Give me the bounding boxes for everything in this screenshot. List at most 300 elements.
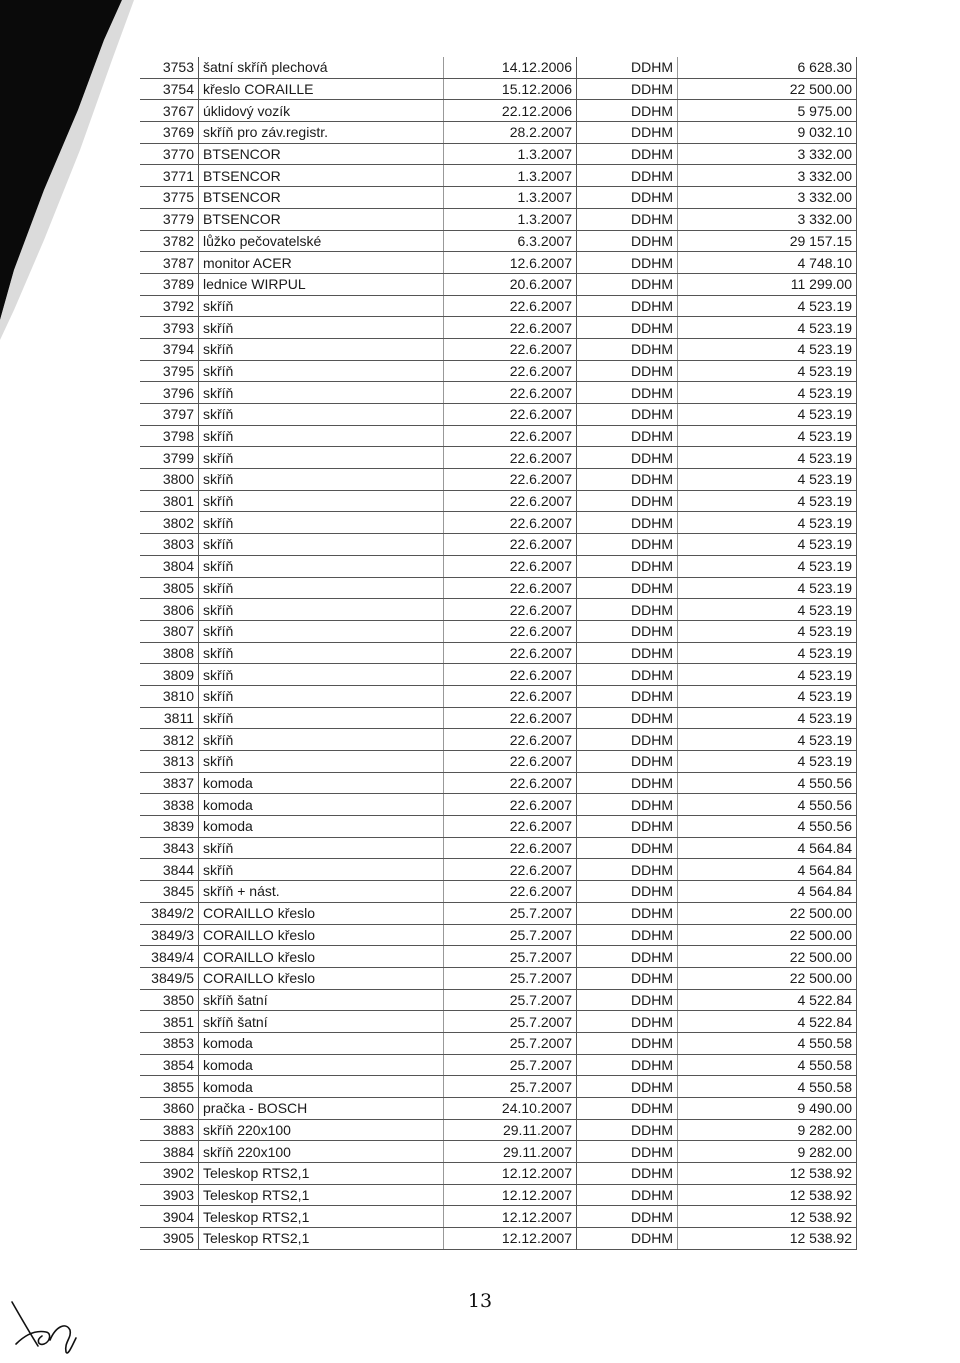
asset-number: 3770 — [140, 143, 199, 165]
asset-number: 3811 — [140, 707, 199, 729]
item-name: skříň šatní — [199, 989, 444, 1011]
item-value: 4 523.19 — [678, 447, 857, 469]
item-name: Teleskop RTS2,1 — [199, 1206, 444, 1228]
asset-number: 3798 — [140, 425, 199, 447]
item-value: 3 332.00 — [678, 208, 857, 230]
acquisition-date: 25.7.2007 — [444, 989, 577, 1011]
asset-number: 3844 — [140, 859, 199, 881]
table-row — [140, 902, 857, 924]
table-row — [140, 1032, 857, 1054]
acquisition-date: 24.10.2007 — [444, 1098, 577, 1120]
item-name: komoda — [199, 816, 444, 838]
asset-category: DDHM — [577, 534, 678, 556]
asset-category: DDHM — [577, 1184, 678, 1206]
item-value: 4 523.19 — [678, 664, 857, 686]
table-row — [140, 187, 857, 209]
asset-number: 3884 — [140, 1141, 199, 1163]
item-value: 3 332.00 — [678, 143, 857, 165]
asset-number: 3851 — [140, 1011, 199, 1033]
item-name: skříň — [199, 685, 444, 707]
asset-category: DDHM — [577, 989, 678, 1011]
asset-number: 3883 — [140, 1119, 199, 1141]
item-name: komoda — [199, 1076, 444, 1098]
acquisition-date: 22.6.2007 — [444, 382, 577, 404]
asset-category: DDHM — [577, 1163, 678, 1185]
asset-category: DDHM — [577, 1054, 678, 1076]
item-name: skříň — [199, 512, 444, 534]
asset-number: 3850 — [140, 989, 199, 1011]
acquisition-date: 28.2.2007 — [444, 122, 577, 144]
asset-category: DDHM — [577, 642, 678, 664]
asset-number: 3800 — [140, 469, 199, 491]
item-name: skříň — [199, 599, 444, 621]
asset-category: DDHM — [577, 512, 678, 534]
acquisition-date: 22.12.2006 — [444, 100, 577, 122]
page-number: 13 — [467, 1290, 493, 1312]
asset-number: 3804 — [140, 555, 199, 577]
table-row — [140, 1119, 857, 1141]
table-row — [140, 143, 857, 165]
table-row — [140, 338, 857, 360]
table-row — [140, 1076, 857, 1098]
asset-number: 3837 — [140, 772, 199, 794]
acquisition-date: 12.6.2007 — [444, 252, 577, 274]
asset-number: 3803 — [140, 534, 199, 556]
table-row — [140, 534, 857, 556]
acquisition-date: 22.6.2007 — [444, 447, 577, 469]
item-name: komoda — [199, 1032, 444, 1054]
item-name: BTSENCOR — [199, 165, 444, 187]
acquisition-date: 22.6.2007 — [444, 642, 577, 664]
acquisition-date: 12.12.2007 — [444, 1206, 577, 1228]
table-row — [140, 946, 857, 968]
asset-number: 3903 — [140, 1184, 199, 1206]
acquisition-date: 22.6.2007 — [444, 772, 577, 794]
item-name: šatní skříň plechová — [199, 57, 444, 78]
asset-number: 3779 — [140, 208, 199, 230]
asset-category: DDHM — [577, 1076, 678, 1098]
item-name: skříň — [199, 620, 444, 642]
acquisition-date: 1.3.2007 — [444, 187, 577, 209]
table-row — [140, 447, 857, 469]
item-value: 4 523.19 — [678, 685, 857, 707]
acquisition-date: 22.6.2007 — [444, 490, 577, 512]
asset-number: 3839 — [140, 816, 199, 838]
table-row — [140, 1011, 857, 1033]
item-name: skříň 220x100 — [199, 1119, 444, 1141]
item-name: skříň — [199, 751, 444, 773]
asset-number: 3794 — [140, 338, 199, 360]
asset-category: DDHM — [577, 816, 678, 838]
table-row — [140, 577, 857, 599]
acquisition-date: 12.12.2007 — [444, 1163, 577, 1185]
asset-category: DDHM — [577, 317, 678, 339]
acquisition-date: 29.11.2007 — [444, 1119, 577, 1141]
table-row — [140, 1228, 857, 1250]
item-value: 12 538.92 — [678, 1163, 857, 1185]
item-value: 9 032.10 — [678, 122, 857, 144]
item-name: komoda — [199, 794, 444, 816]
table-row — [140, 685, 857, 707]
item-value: 12 538.92 — [678, 1228, 857, 1250]
acquisition-date: 22.6.2007 — [444, 295, 577, 317]
table-row — [140, 208, 857, 230]
asset-category: DDHM — [577, 685, 678, 707]
table-row — [140, 512, 857, 534]
acquisition-date: 22.6.2007 — [444, 512, 577, 534]
asset-number: 3797 — [140, 404, 199, 426]
asset-category: DDHM — [577, 664, 678, 686]
item-name: skříň — [199, 534, 444, 556]
item-value: 9 282.00 — [678, 1141, 857, 1163]
acquisition-date: 22.6.2007 — [444, 577, 577, 599]
table-row — [140, 100, 857, 122]
asset-category: DDHM — [577, 946, 678, 968]
table-row — [140, 295, 857, 317]
acquisition-date: 22.6.2007 — [444, 707, 577, 729]
asset-category: DDHM — [577, 252, 678, 274]
asset-category: DDHM — [577, 273, 678, 295]
acquisition-date: 22.6.2007 — [444, 317, 577, 339]
asset-number: 3787 — [140, 252, 199, 274]
item-name: CORAILLO křeslo — [199, 967, 444, 989]
item-name: Teleskop RTS2,1 — [199, 1184, 444, 1206]
item-name: komoda — [199, 772, 444, 794]
acquisition-date: 22.6.2007 — [444, 751, 577, 773]
item-value: 4 564.84 — [678, 881, 857, 903]
asset-category: DDHM — [577, 57, 678, 78]
asset-number: 3854 — [140, 1054, 199, 1076]
item-name: lednice WIRPUL — [199, 273, 444, 295]
item-name: skříň — [199, 837, 444, 859]
acquisition-date: 1.3.2007 — [444, 208, 577, 230]
item-value: 4 523.19 — [678, 599, 857, 621]
item-value: 4 523.19 — [678, 577, 857, 599]
item-name: CORAILLO křeslo — [199, 946, 444, 968]
asset-category: DDHM — [577, 338, 678, 360]
asset-category: DDHM — [577, 620, 678, 642]
asset-category: DDHM — [577, 881, 678, 903]
item-value: 4 564.84 — [678, 837, 857, 859]
item-name: BTSENCOR — [199, 143, 444, 165]
asset-category: DDHM — [577, 490, 678, 512]
asset-number: 3793 — [140, 317, 199, 339]
asset-number: 3754 — [140, 78, 199, 100]
item-value: 4 522.84 — [678, 989, 857, 1011]
inventory-table — [140, 57, 857, 1250]
item-value: 4 523.19 — [678, 555, 857, 577]
asset-number: 3860 — [140, 1098, 199, 1120]
item-value: 22 500.00 — [678, 967, 857, 989]
asset-category: DDHM — [577, 729, 678, 751]
item-value: 4 523.19 — [678, 620, 857, 642]
item-value: 9 490.00 — [678, 1098, 857, 1120]
item-name: skříň — [199, 295, 444, 317]
asset-category: DDHM — [577, 1119, 678, 1141]
asset-category: DDHM — [577, 555, 678, 577]
item-name: skříň — [199, 859, 444, 881]
item-name: skříň — [199, 664, 444, 686]
item-value: 4 550.56 — [678, 772, 857, 794]
table-row — [140, 360, 857, 382]
item-name: skříň + nást. — [199, 881, 444, 903]
acquisition-date: 12.12.2007 — [444, 1184, 577, 1206]
item-value: 22 500.00 — [678, 78, 857, 100]
item-name: monitor ACER — [199, 252, 444, 274]
item-value: 22 500.00 — [678, 946, 857, 968]
acquisition-date: 1.3.2007 — [444, 143, 577, 165]
asset-category: DDHM — [577, 859, 678, 881]
asset-category: DDHM — [577, 100, 678, 122]
item-value: 3 332.00 — [678, 165, 857, 187]
asset-number: 3904 — [140, 1206, 199, 1228]
acquisition-date: 22.6.2007 — [444, 685, 577, 707]
acquisition-date: 22.6.2007 — [444, 338, 577, 360]
item-name: skříň 220x100 — [199, 1141, 444, 1163]
acquisition-date: 12.12.2007 — [444, 1228, 577, 1250]
table-row — [140, 1141, 857, 1163]
acquisition-date: 20.6.2007 — [444, 273, 577, 295]
asset-number: 3753 — [140, 57, 199, 78]
item-name: BTSENCOR — [199, 187, 444, 209]
item-value: 29 157.15 — [678, 230, 857, 252]
table-row — [140, 837, 857, 859]
table-row — [140, 555, 857, 577]
table-row — [140, 230, 857, 252]
item-value: 4 523.19 — [678, 490, 857, 512]
table-row — [140, 404, 857, 426]
asset-number: 3845 — [140, 881, 199, 903]
asset-number: 3853 — [140, 1032, 199, 1054]
item-value: 4 523.19 — [678, 404, 857, 426]
asset-number: 3775 — [140, 187, 199, 209]
asset-number: 3808 — [140, 642, 199, 664]
item-value: 11 299.00 — [678, 273, 857, 295]
item-value: 4 523.19 — [678, 751, 857, 773]
table-row — [140, 1054, 857, 1076]
item-name: skříň — [199, 360, 444, 382]
table-row — [140, 881, 857, 903]
asset-number: 3771 — [140, 165, 199, 187]
asset-category: DDHM — [577, 187, 678, 209]
asset-category: DDHM — [577, 230, 678, 252]
item-name: skříň — [199, 707, 444, 729]
item-name: skříň — [199, 729, 444, 751]
acquisition-date: 25.7.2007 — [444, 924, 577, 946]
item-value: 4 748.10 — [678, 252, 857, 274]
item-value: 4 550.58 — [678, 1076, 857, 1098]
item-name: skříň — [199, 490, 444, 512]
table-row — [140, 1098, 857, 1120]
table-row — [140, 729, 857, 751]
asset-category: DDHM — [577, 1098, 678, 1120]
asset-category: DDHM — [577, 967, 678, 989]
asset-number: 3767 — [140, 100, 199, 122]
asset-category: DDHM — [577, 837, 678, 859]
asset-category: DDHM — [577, 1206, 678, 1228]
acquisition-date: 25.7.2007 — [444, 1054, 577, 1076]
asset-number: 3849/4 — [140, 946, 199, 968]
asset-number: 3902 — [140, 1163, 199, 1185]
table-row — [140, 642, 857, 664]
asset-category: DDHM — [577, 208, 678, 230]
asset-number: 3843 — [140, 837, 199, 859]
table-row — [140, 1163, 857, 1185]
table-row — [140, 967, 857, 989]
acquisition-date: 25.7.2007 — [444, 1032, 577, 1054]
item-name: skříň — [199, 447, 444, 469]
acquisition-date: 29.11.2007 — [444, 1141, 577, 1163]
item-value: 4 550.58 — [678, 1032, 857, 1054]
item-name: skříň — [199, 404, 444, 426]
item-name: Teleskop RTS2,1 — [199, 1163, 444, 1185]
item-value: 12 538.92 — [678, 1184, 857, 1206]
item-value: 4 523.19 — [678, 360, 857, 382]
asset-category: DDHM — [577, 165, 678, 187]
asset-number: 3795 — [140, 360, 199, 382]
acquisition-date: 25.7.2007 — [444, 967, 577, 989]
item-name: skříň — [199, 382, 444, 404]
table-row — [140, 816, 857, 838]
acquisition-date: 25.7.2007 — [444, 902, 577, 924]
item-value: 6 628.30 — [678, 57, 857, 78]
asset-category: DDHM — [577, 469, 678, 491]
table-row — [140, 1184, 857, 1206]
acquisition-date: 22.6.2007 — [444, 425, 577, 447]
item-value: 9 282.00 — [678, 1119, 857, 1141]
acquisition-date: 22.6.2007 — [444, 599, 577, 621]
table-row — [140, 707, 857, 729]
item-value: 4 523.19 — [678, 512, 857, 534]
asset-category: DDHM — [577, 425, 678, 447]
asset-number: 3782 — [140, 230, 199, 252]
item-name: skříň pro záv.registr. — [199, 122, 444, 144]
item-value: 4 523.19 — [678, 707, 857, 729]
asset-category: DDHM — [577, 404, 678, 426]
asset-category: DDHM — [577, 143, 678, 165]
table-row — [140, 57, 857, 78]
item-name: skříň — [199, 642, 444, 664]
asset-category: DDHM — [577, 1011, 678, 1033]
table-row — [140, 794, 857, 816]
item-name: BTSENCOR — [199, 208, 444, 230]
table-row — [140, 859, 857, 881]
inventory-table-body — [140, 57, 857, 1249]
asset-category: DDHM — [577, 360, 678, 382]
asset-number: 3796 — [140, 382, 199, 404]
table-row — [140, 317, 857, 339]
item-value: 4 550.56 — [678, 816, 857, 838]
asset-category: DDHM — [577, 924, 678, 946]
asset-category: DDHM — [577, 447, 678, 469]
scan-shadow-edge — [0, 0, 140, 340]
item-name: Teleskop RTS2,1 — [199, 1228, 444, 1250]
item-value: 4 523.19 — [678, 642, 857, 664]
asset-category: DDHM — [577, 707, 678, 729]
item-name: komoda — [199, 1054, 444, 1076]
asset-category: DDHM — [577, 1228, 678, 1250]
table-row — [140, 664, 857, 686]
item-name: křeslo CORAILLE — [199, 78, 444, 100]
acquisition-date: 25.7.2007 — [444, 1011, 577, 1033]
asset-category: DDHM — [577, 78, 678, 100]
item-value: 4 523.19 — [678, 425, 857, 447]
acquisition-date: 22.6.2007 — [444, 620, 577, 642]
table-row — [140, 78, 857, 100]
table-row — [140, 751, 857, 773]
table-row — [140, 425, 857, 447]
item-value: 22 500.00 — [678, 924, 857, 946]
item-value: 4 523.19 — [678, 469, 857, 491]
item-value: 3 332.00 — [678, 187, 857, 209]
table-row — [140, 252, 857, 274]
item-value: 4 550.56 — [678, 794, 857, 816]
asset-category: DDHM — [577, 577, 678, 599]
asset-number: 3809 — [140, 664, 199, 686]
asset-number: 3849/3 — [140, 924, 199, 946]
table-row — [140, 989, 857, 1011]
acquisition-date: 22.6.2007 — [444, 794, 577, 816]
acquisition-date: 22.6.2007 — [444, 837, 577, 859]
item-name: skříň — [199, 469, 444, 491]
asset-number: 3769 — [140, 122, 199, 144]
asset-number: 3789 — [140, 273, 199, 295]
item-name: skříň — [199, 338, 444, 360]
item-name: skříň — [199, 425, 444, 447]
acquisition-date: 25.7.2007 — [444, 946, 577, 968]
asset-number: 3905 — [140, 1228, 199, 1250]
item-name: skříň — [199, 577, 444, 599]
acquisition-date: 22.6.2007 — [444, 664, 577, 686]
table-row — [140, 599, 857, 621]
table-row — [140, 273, 857, 295]
acquisition-date: 22.6.2007 — [444, 881, 577, 903]
item-value: 4 523.19 — [678, 338, 857, 360]
asset-category: DDHM — [577, 122, 678, 144]
table-row — [140, 165, 857, 187]
item-name: lůžko pečovatelské — [199, 230, 444, 252]
table-row — [140, 1206, 857, 1228]
asset-category: DDHM — [577, 1141, 678, 1163]
item-value: 4 550.58 — [678, 1054, 857, 1076]
table-row — [140, 469, 857, 491]
asset-number: 3849/5 — [140, 967, 199, 989]
asset-category: DDHM — [577, 382, 678, 404]
table-row — [140, 620, 857, 642]
item-value: 4 522.84 — [678, 1011, 857, 1033]
handwritten-signature — [6, 1296, 84, 1358]
asset-number: 3810 — [140, 685, 199, 707]
item-name: CORAILLO křeslo — [199, 924, 444, 946]
asset-number: 3812 — [140, 729, 199, 751]
item-name: skříň šatní — [199, 1011, 444, 1033]
asset-number: 3799 — [140, 447, 199, 469]
acquisition-date: 22.6.2007 — [444, 555, 577, 577]
table-row — [140, 924, 857, 946]
asset-category: DDHM — [577, 794, 678, 816]
item-value: 4 523.19 — [678, 317, 857, 339]
acquisition-date: 22.6.2007 — [444, 816, 577, 838]
acquisition-date: 25.7.2007 — [444, 1076, 577, 1098]
item-value: 4 523.19 — [678, 382, 857, 404]
asset-number: 3805 — [140, 577, 199, 599]
asset-category: DDHM — [577, 295, 678, 317]
item-value: 4 523.19 — [678, 729, 857, 751]
item-value: 4 564.84 — [678, 859, 857, 881]
acquisition-date: 22.6.2007 — [444, 534, 577, 556]
item-value: 22 500.00 — [678, 902, 857, 924]
asset-number: 3801 — [140, 490, 199, 512]
